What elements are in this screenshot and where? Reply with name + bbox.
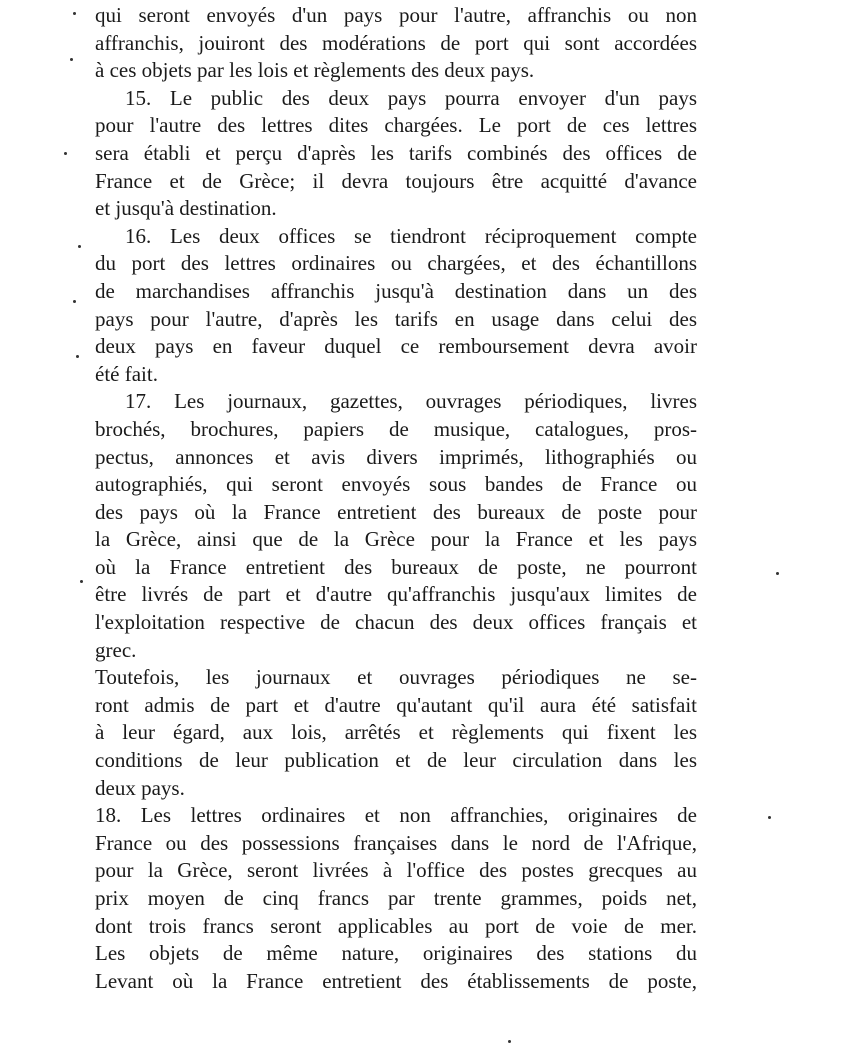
text-line: autographiés, qui seront envoyés sous bandes de France ou bbox=[95, 472, 697, 497]
text-line: des pays où la France entretient des bureaux de poste pour bbox=[95, 499, 697, 524]
text-line: qui seront envoyés d'un pays pour l'autre, affranchis ou non bbox=[95, 3, 697, 27]
text-line: Toutefois, les journaux et ouvrages périodiques ne se- bbox=[95, 665, 697, 690]
text-line: brochés, brochures, papiers de musique, catalogues, pros- bbox=[95, 416, 697, 441]
text-line: où la France entretient des bureaux de poste, ne pourront bbox=[95, 554, 697, 579]
text-line: être livrés de part et d'autre qu'affranchis jusqu'aux limites de bbox=[95, 582, 697, 607]
text-line: Levant où la France entretient des établissements de poste, bbox=[95, 968, 697, 993]
text-line: l'exploitation respective de chacun des deux offices français et bbox=[95, 610, 697, 635]
text-line: pour l'autre des lettres dites chargées. Le port de ces lettres bbox=[95, 113, 697, 138]
article-17-heading-line: 17. Les journaux, gazettes, ouvrages périodiques, livres bbox=[125, 389, 697, 414]
scan-speck bbox=[78, 245, 81, 248]
text-line: grec. bbox=[95, 637, 137, 662]
article-16-heading-line: 16. Les deux offices se tiendront réciproquement compte bbox=[125, 223, 697, 248]
text-line: été fait. bbox=[95, 361, 158, 386]
text-line: la Grèce, ainsi que de la Grèce pour la France et les pays bbox=[95, 527, 697, 552]
article-text bbox=[95, 2, 697, 995]
text-line: France ou des possessions françaises dans le nord de l'Afrique, bbox=[95, 830, 697, 855]
text-line: et jusqu'à destination. bbox=[95, 196, 277, 221]
text-line: prix moyen de cinq francs par trente grammes, poids net, bbox=[95, 886, 697, 910]
text-line: à leur égard, aux lois, arrêtés et règlements qui fixent les bbox=[95, 720, 697, 745]
text-line: Les objets de même nature, originaires des stations du bbox=[95, 941, 697, 966]
text-line: sera établi et perçu d'après les tarifs combinés des offices de bbox=[95, 140, 697, 165]
text-line: conditions de leur publication et de leur circulation dans les bbox=[95, 748, 697, 773]
text-line: pour la Grèce, seront livrées à l'office des postes grecques au bbox=[95, 858, 697, 883]
text-line: ront admis de part et d'autre qu'autant qu'il aura été satisfait bbox=[95, 692, 697, 717]
scan-speck bbox=[76, 355, 79, 358]
scan-speck bbox=[768, 816, 771, 819]
article-18-heading-line: 18. Les lettres ordinaires et non affranchies, originaires de bbox=[95, 803, 697, 828]
text-line: deux pays. bbox=[95, 775, 185, 800]
text-line: pectus, annonces et avis divers imprimés, lithographiés ou bbox=[95, 444, 697, 469]
scan-speck bbox=[508, 1040, 511, 1043]
text-line: affranchis, jouiront des modérations de port qui sont accordées bbox=[95, 30, 697, 55]
scan-speck bbox=[73, 300, 76, 303]
text-line: dont trois francs seront applicables au port de voie de mer. bbox=[95, 913, 697, 938]
text-line: de marchandises affranchis jusqu'à destination dans un des bbox=[95, 278, 697, 303]
text-line: France et de Grèce; il devra toujours être acquitté d'avance bbox=[95, 168, 697, 193]
text-line: du port des lettres ordinaires ou chargées, et des échantillons bbox=[95, 251, 697, 276]
scan-speck bbox=[64, 152, 67, 155]
scan-speck bbox=[80, 580, 83, 583]
article-15-heading-line: 15. Le public des deux pays pourra envoyer d'un pays bbox=[125, 85, 697, 110]
scan-speck bbox=[70, 58, 73, 61]
text-line: deux pays en faveur duquel ce remboursement devra avoir bbox=[95, 334, 697, 359]
scan-speck bbox=[73, 12, 76, 15]
scan-speck bbox=[776, 572, 779, 575]
text-line: à ces objets par les lois et règlements des deux pays. bbox=[95, 58, 535, 83]
text-line: pays pour l'autre, d'après les tarifs en usage dans celui des bbox=[95, 306, 697, 331]
